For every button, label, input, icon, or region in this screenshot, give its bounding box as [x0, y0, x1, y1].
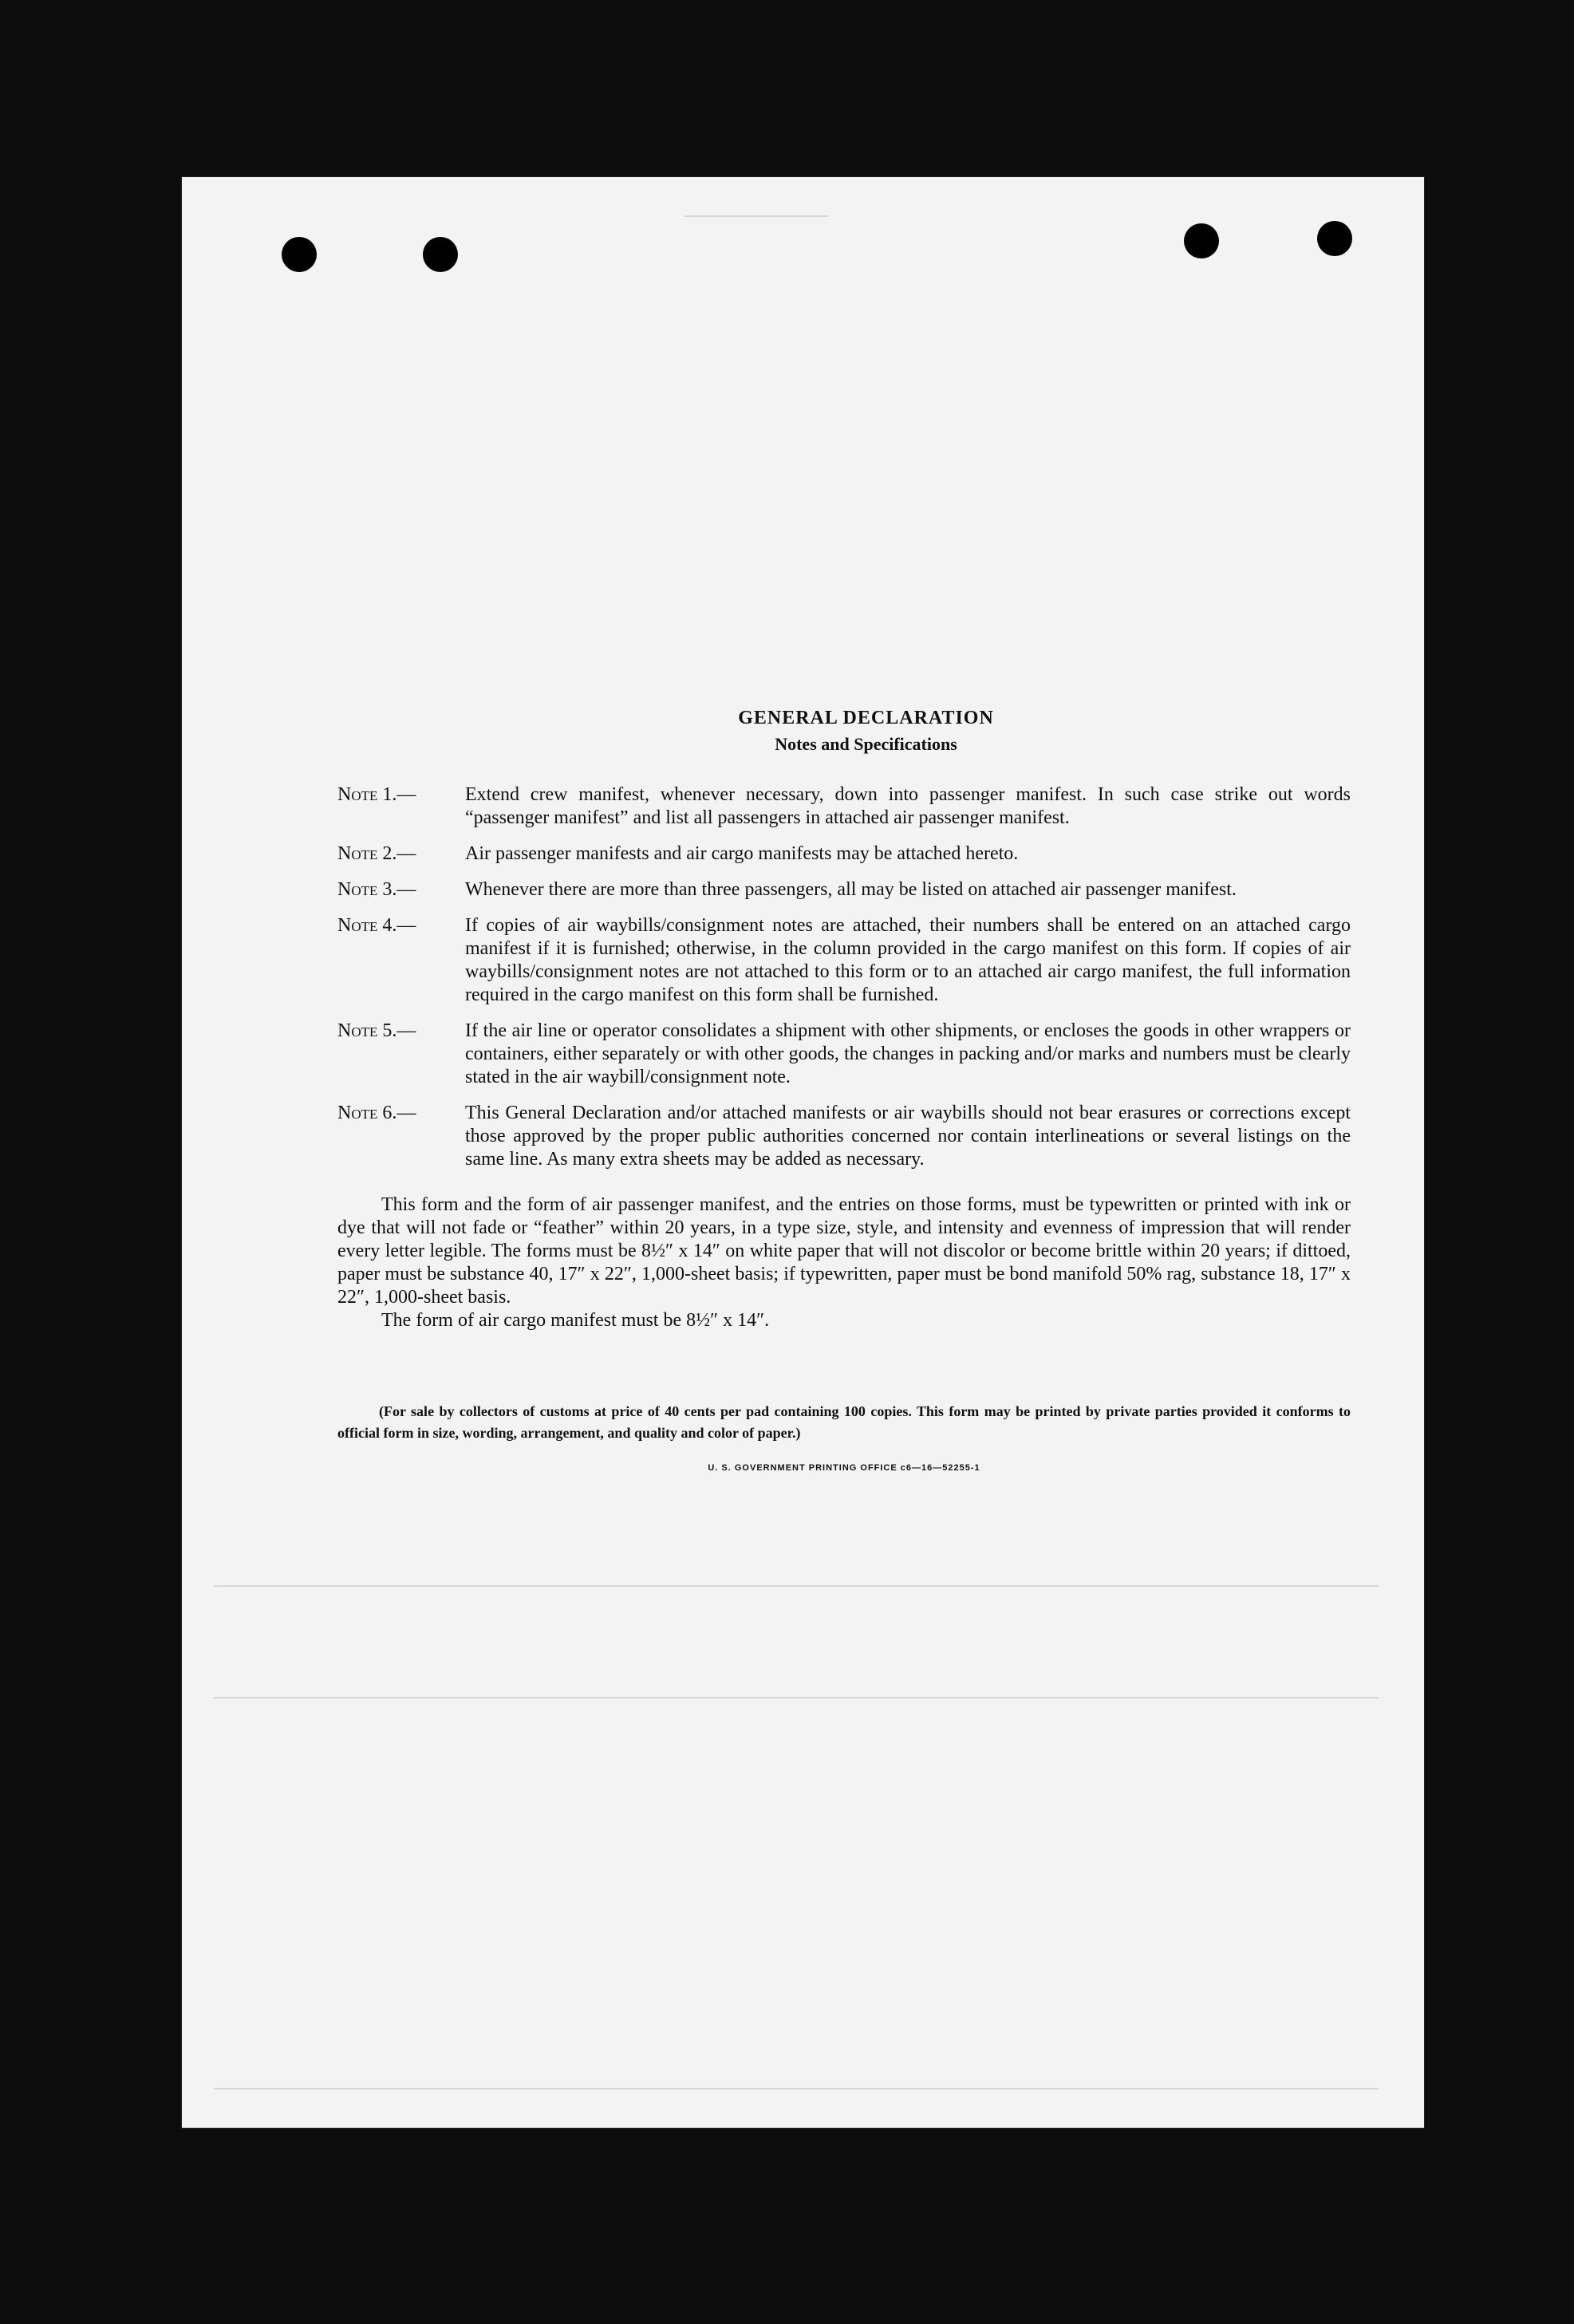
- page-title: GENERAL DECLARATION: [738, 708, 994, 728]
- bleed-through-mark: [214, 1697, 1379, 1699]
- bleed-through-mark: [214, 1585, 1379, 1587]
- note-label: Note 6.—: [337, 1103, 416, 1123]
- document-page: [182, 177, 1424, 2128]
- specification-paragraph: This form and the form of air passenger manifest, and the entries on those forms, must be typewritten or printed with ink or dye that will not fade or “feather” within 20 years, in a type size, style, and intensity and evenness of impression that will render every letter legible. The forms must be 8½″ x 14″ on white paper that will not discolor or become brittle within 20 years; if dittoed, paper must be substance 40, 17″ x 22″, 1,000-sheet basis; if typewritten, paper must be bond manifold 50% rag, substance 18, 17″ x 22″, 1,000-sheet basis.: [337, 1194, 1351, 1308]
- cargo-manifest-size-paragraph: The form of air cargo manifest must be 8½″ x 14″.: [381, 1310, 770, 1331]
- note-item: [337, 878, 1351, 902]
- punch-hole: [1317, 221, 1352, 256]
- note-label: Note 1.—: [337, 784, 416, 805]
- note-label: Note 3.—: [337, 879, 416, 900]
- note-text: Whenever there are more than three passengers, all may be listed on attached air passenger manifest.: [465, 879, 1237, 900]
- page-subtitle: Notes and Specifications: [775, 734, 957, 754]
- sale-notice: (For sale by collectors of customs at price of 40 cents per pad containing 100 copies. This form may be printed by private parties provided it conforms to official form in size, wording, arrangement, and quality and color of paper.): [337, 1403, 1351, 1441]
- notes-list: [337, 783, 1351, 1171]
- declaration-text: [337, 708, 1351, 1473]
- note-text: If copies of air waybills/consignment notes are attached, their numbers shall be entered on an attached cargo manifest if it is furnished; otherwise, in the column provided in the cargo manifest on this form. If copies of air waybills/consignment notes are not attached to this form or to an attached air cargo manifest, the full information required in the cargo manifest on this form shall be furnished.: [465, 915, 1351, 1005]
- bleed-through-mark: [684, 215, 828, 217]
- punch-hole: [1184, 223, 1219, 258]
- note-label: Note 2.—: [337, 843, 416, 864]
- bleed-through-mark: [214, 2088, 1379, 2089]
- note-text: Air passenger manifests and air cargo manifests may be attached hereto.: [465, 843, 1019, 864]
- printer-imprint: U. S. GOVERNMENT PRINTING OFFICE c6—16—52255-1: [708, 1463, 980, 1473]
- note-item: [337, 1020, 1351, 1089]
- note-text: If the air line or operator consolidates a shipment with other shipments, or encloses the goods in other wrappers or containers, either separately or with other goods, the changes in packing and/or marks and numbers must be clearly stated in the air waybill/consignment note.: [465, 1020, 1351, 1087]
- note-text: Extend crew manifest, whenever necessary, down into passenger manifest. In such case strike out words “passenger manifest” and list all passengers in attached air passenger manifest.: [465, 784, 1351, 828]
- note-label: Note 5.—: [337, 1020, 416, 1041]
- note-text: This General Declaration and/or attached manifests or air waybills should not bear erasures or corrections except those approved by the proper public authorities concerned nor contain interlineations or several listings on the same line. As many extra sheets may be added as necessary.: [465, 1103, 1351, 1170]
- note-item: [337, 842, 1351, 866]
- note-item: [337, 783, 1351, 830]
- note-item: [337, 914, 1351, 1007]
- note-item: [337, 1102, 1351, 1171]
- punch-hole: [423, 237, 458, 272]
- specifications: [337, 1194, 1351, 1332]
- note-label: Note 4.—: [337, 915, 416, 936]
- punch-hole: [282, 237, 317, 272]
